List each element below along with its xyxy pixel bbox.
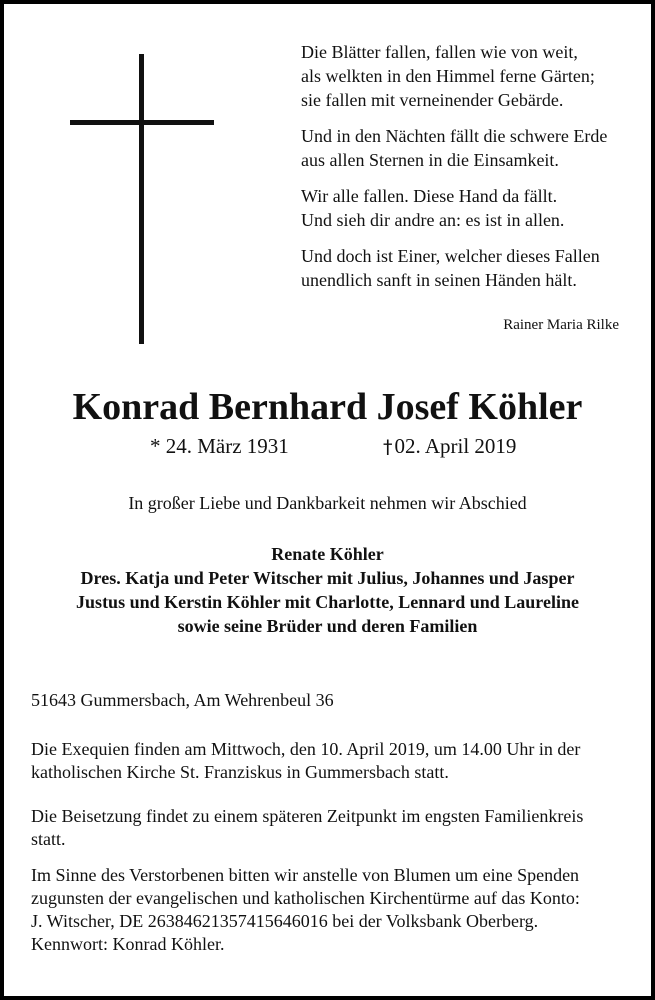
donation-info (31, 864, 631, 956)
poem-line: Und sieh dir andre an: es ist in allen. (301, 210, 565, 230)
donation-line: Kennwort: Konrad Köhler. (31, 934, 225, 954)
family-line: sowie seine Brüder und deren Familien (177, 616, 478, 636)
poem-author: Rainer Maria Rilke (503, 317, 619, 333)
address: 51643 Gummersbach, Am Wehrenbeul 36 (31, 690, 334, 710)
poem-line: unendlich sanft in seinen Händen hält. (301, 270, 577, 290)
poem-line: Und doch ist Einer, welcher dieses Fallen (301, 246, 600, 266)
family-list (4, 542, 651, 638)
family-line: Dres. Katja und Peter Witscher mit Julius, Johannes und Jasper (80, 568, 575, 588)
donation-line: zugunsten der evangelischen und katholischen Kirchentürme auf das Konto: (31, 888, 580, 908)
donation-line: J. Witscher, DE 26384621357415646016 bei der Volksbank Oberberg. (31, 911, 539, 931)
exequien-line: Die Exequien finden am Mittwoch, den 10. April 2019, um 14.00 Uhr in der (31, 739, 581, 759)
poem (301, 40, 641, 304)
poem-stanza (301, 184, 641, 232)
deceased-name: Konrad Bernhard Josef Köhler (72, 386, 583, 428)
death-date-row (383, 432, 516, 461)
poem-stanza (301, 244, 641, 292)
burial-line: statt. (31, 829, 66, 849)
family-line: Renate Köhler (271, 544, 384, 564)
farewell-text: In großer Liebe und Dankbarkeit nehmen wir Abschied (128, 493, 527, 513)
poem-line: Und in den Nächten fällt die schwere Erde (301, 126, 608, 146)
birth-date: * 24. März 1931 (150, 434, 289, 458)
cross-icon (139, 54, 144, 344)
donation-line: Im Sinne des Verstorbenen bitten wir anstelle von Blumen um eine Spenden (31, 865, 580, 885)
poem-line: als welkten in den Himmel ferne Gärten; (301, 66, 595, 86)
poem-line: aus allen Sternen in die Einsamkeit. (301, 150, 559, 170)
poem-line: Die Blätter fallen, fallen wie von weit, (301, 42, 578, 62)
burial-line: Die Beisetzung findet zu einem späteren Zeitpunkt im engsten Familienkreis (31, 806, 584, 826)
poem-stanza (301, 124, 641, 172)
poem-line: sie fallen mit verneinender Gebärde. (301, 90, 564, 110)
dagger-icon: † (383, 436, 393, 458)
poem-stanza (301, 40, 641, 112)
exequien-info (31, 738, 631, 784)
exequien-line: katholischen Kirche St. Franziskus in Gummersbach statt. (31, 762, 449, 782)
poem-line: Wir alle fallen. Diese Hand da fällt. (301, 186, 558, 206)
burial-info (31, 805, 631, 851)
family-line: Justus und Kerstin Köhler mit Charlotte, Lennard und Laureline (76, 592, 579, 612)
cross-icon-bar (70, 120, 214, 125)
death-date: 02. April 2019 (394, 434, 517, 458)
